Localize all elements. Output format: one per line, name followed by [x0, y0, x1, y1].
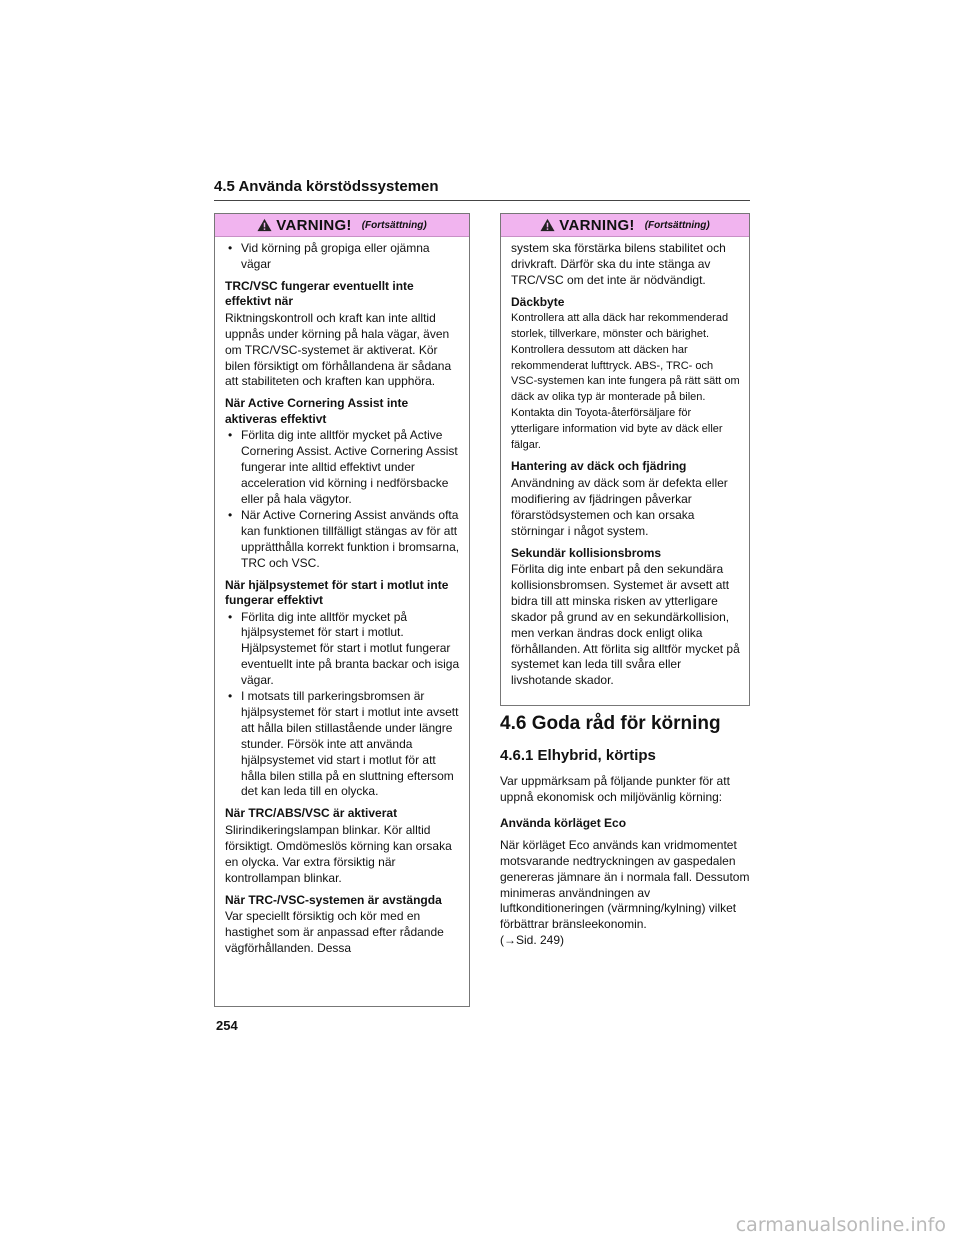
list-item: • Förlita dig inte alltför mycket på Active Cornering Assist. Active Cornering Assist fungerar inte alltid effektivt under acceleration vid körning i nedförsbacke eller på hala vägytor.	[225, 428, 460, 508]
warning-body-right	[501, 237, 749, 689]
warning-triangle-icon	[257, 218, 272, 232]
list-item: • När Active Cornering Assist används ofta kan funktionen tillfälligt stängas av för att upprätthålla korrekt funktion i bromsarna, TRC och VSC.	[225, 508, 460, 572]
trc-vsc-text: Riktningskontroll och kraft kan inte alltid uppnås under körning på hala vägar, även om TRC/VSC-systemet är aktiverat. Kör bilen försiktigt om förhållandena är sådana att stabiliteten och kraften kan upphöra.	[225, 310, 452, 389]
intro-text: Var uppmärksam på följande punkter för att uppnå ekonomisk och miljövänlig körning:	[500, 774, 730, 804]
warning-body-left	[215, 237, 469, 957]
section-title: 4.5 Använda körstödssystemen	[214, 178, 439, 195]
warning-header	[501, 214, 749, 237]
warning-label: VARNING!	[559, 216, 635, 234]
scb-heading: Sekundär kollisionsbroms	[511, 545, 662, 560]
aca-heading: När Active Cornering Assist inte aktiveras effektivt	[225, 396, 409, 426]
warning-header	[215, 214, 469, 237]
tire-heading: Däckbyte	[511, 294, 565, 309]
warning-continued: (Fortsättning)	[644, 219, 710, 231]
section-header	[214, 178, 750, 201]
eco-text: När körläget Eco används kan vridmomentet motsvarande nedtryckningen av gaspedalen genereras jämnare än i normala fall. Dessutom minimeras användningen av luftkonditioneringen (värmning/kylning) vilket förbättrar bränsleekonomin.	[500, 837, 750, 932]
warning-triangle-icon	[540, 218, 555, 232]
list-item: • I motsats till parkeringsbromsen är hjälpsystemet för start i motlut inte avsett att hålla bilen stillastående under längre stunder. Försök inte att använda hjälpsystemet vid start i motlut för att hålla bilen stilla på en sluttning eftersom det kan leda till en olycka.	[225, 689, 460, 800]
off-text: Var speciellt försiktig och kör med en hastighet som är anpassad efter rådande vägförhållanden. Dessa	[225, 909, 444, 955]
page-number: 254	[216, 1018, 238, 1033]
section-4-6-1-title: 4.6.1 Elhybrid, körtips	[500, 747, 656, 764]
active-text: Slirindikeringslampan blinkar. Kör alltid försiktigt. Omdömeslös körning kan orsaka en olycka. Var extra försiktig när kontrollampan blinkar.	[225, 822, 452, 885]
eco-page-ref[interactable]: (→Sid. 249)	[500, 933, 565, 948]
suspension-heading: Hantering av däck och fjädring	[511, 459, 687, 474]
suspension-text: Användning av däck som är defekta eller modifiering av fjädringen påverkar förarstödsystemen och kan orsaka störningar i något system.	[511, 475, 728, 538]
warning-box-left	[214, 213, 470, 1007]
watermark: carmanualsonline.info	[735, 1214, 946, 1236]
list-item: • Förlita dig inte alltför mycket på hjälpsystemet för start i motlut. Hjälpsystemet för start i motlut fungerar eventuellt inte på branta backar och isiga vägar.	[225, 610, 460, 690]
warning-label: VARNING!	[276, 216, 352, 234]
off-heading: När TRC-/VSC-systemen är avstängda	[225, 892, 442, 907]
scb-text: Förlita dig inte enbart på den sekundära kollisionsbromsen. Systemet är avsett att bidra till att minska risken av ytterligare skador på grund av en sekundärkollision, men verkan ändras dock enligt olika förhållanden. Att förlita sig alltför mycket på systemet kan leda till svåra eller livshotande skador.	[511, 562, 740, 688]
active-heading: När TRC/ABS/VSC är aktiverat	[225, 806, 398, 821]
continued-text: system ska förstärka bilens stabilitet och drivkraft. Därför ska du inte stänga av TRC/VSC om det inte är nödvändigt.	[511, 241, 726, 287]
warning-continued: (Fortsättning)	[361, 219, 427, 231]
hill-heading: När hjälpsystemet för start i motlut inte fungerar effektivt	[225, 577, 449, 607]
list-item: • Vid körning på gropiga eller ojämna vägar	[225, 241, 460, 273]
tire-text: Kontrollera att alla däck har rekommenderad storlek, tillverkare, mönster och bärighet. Kontrollera dessutom att däcken har rekommenderat lufttryck. ABS-, TRC- och VSC-systemen kan inte fungera på rätt sätt om däck av olika typ är monterade på bilen. Kontakta din Toyota-återförsäljare för ytterligare information vid byte av däck eller fälgar.	[511, 312, 740, 451]
trc-vsc-heading: TRC/VSC fungerar eventuellt inte effektivt när	[225, 278, 414, 309]
section-4-6-title: 4.6 Goda råd för körning	[500, 713, 721, 734]
warning-box-right	[500, 213, 750, 706]
eco-heading: Använda körläget Eco	[500, 815, 627, 830]
section-4-6	[500, 712, 755, 949]
